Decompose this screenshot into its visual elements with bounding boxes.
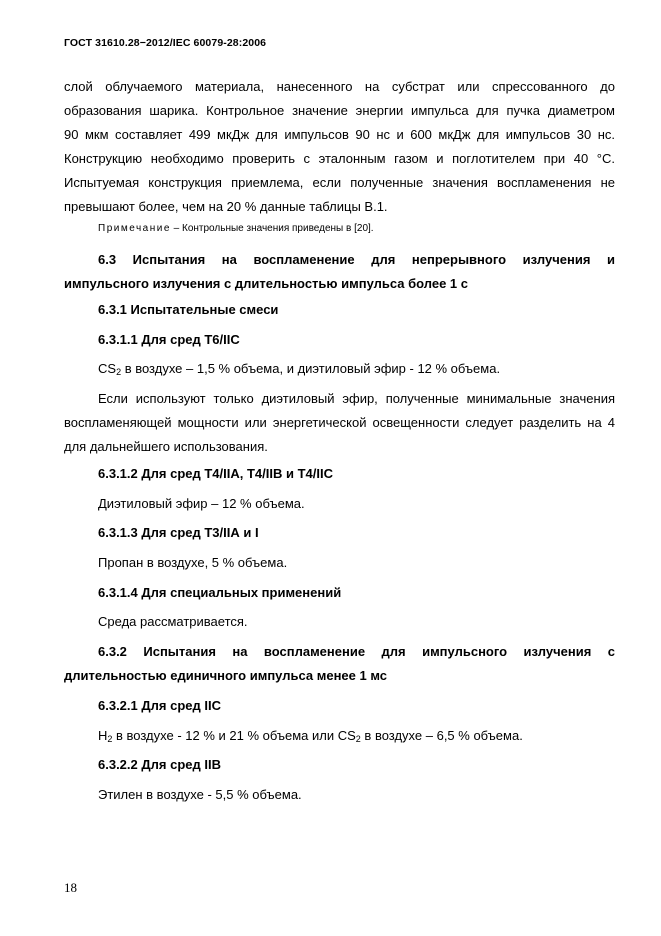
section-6-3-1-3-heading: 6.3.1.3 Для сред Т3/IIА и I <box>98 525 259 540</box>
section-6-3-2-1-heading: 6.3.2.1 Для сред IIС <box>98 698 221 713</box>
heading-line: длительностью единичного импульса менее 1 мс <box>64 668 388 683</box>
section-6-3-1-4-heading: 6.3.1.4 Для специальных применений <box>98 585 342 600</box>
formula-h: H <box>98 728 108 743</box>
note-label: Примечание <box>98 223 171 234</box>
heading-line: 6.3 Испытания на воспламенение для непрерывного излучения и <box>98 252 615 267</box>
section-6-3-1-1-text <box>64 357 649 381</box>
section-6-3-2-1-text <box>64 724 649 748</box>
section-6-3-2-2-text: Этилен в воздухе - 5,5 % объема. <box>98 787 302 802</box>
para-line: воспламеняющей мощности или энергетической освещенности следует разделить на 4 <box>64 415 615 430</box>
intro-paragraph <box>64 75 615 219</box>
section-6-3-1-heading: 6.3.1 Испытательные смеси <box>98 302 279 317</box>
formula-cs: CS <box>98 361 117 376</box>
section-6-3-heading <box>64 248 615 296</box>
subscript: 2 <box>355 734 361 744</box>
intro-line: слой облучаемого материала, нанесенного на субстрат или спрессованного до <box>64 79 615 94</box>
intro-line: 90 мкм составляет 499 мкДж для импульсов 90 нс и 600 мкДж для импульсов 30 нс. <box>64 127 615 142</box>
section-6-3-2-heading <box>64 640 615 688</box>
heading-line: 6.3.2 Испытания на воспламенение для импульсного излучения с <box>98 644 615 659</box>
section-6-3-1-2-text: Диэтиловый эфир – 12 % объема. <box>98 496 305 511</box>
note-text: – Контрольные значения приведены в [20]. <box>170 223 374 234</box>
text: в воздухе – 1,5 % объема, и диэтиловый эфир - 12 % объема. <box>121 361 501 376</box>
section-6-3-1-1-heading: 6.3.1.1 Для сред Т6/IIС <box>98 332 240 347</box>
intro-line: Конструкцию необходимо проверить с эталонным газом и поглотителем при 40 °С. <box>64 151 615 166</box>
text: в воздухе - 12 % и 21 % объема или CS <box>112 728 356 743</box>
intro-line: Испытуемая конструкция приемлема, если полученные значения воспламенения не <box>64 175 615 190</box>
text: в воздухе – 6,5 % объема. <box>360 728 523 743</box>
section-6-3-1-3-text: Пропан в воздухе, 5 % объема. <box>98 555 288 570</box>
section-6-3-1-1-paragraph <box>64 387 615 459</box>
section-6-3-2-2-heading: 6.3.2.2 Для сред IIВ <box>98 757 221 772</box>
subscript: 2 <box>107 734 113 744</box>
intro-line: образования шарика. Контрольное значение энергии импульса для пучка диаметром <box>64 103 615 118</box>
section-6-3-1-4-text: Среда рассматривается. <box>98 614 248 629</box>
document-header: ГОСТ 31610.28−2012/IEC 60079-28:2006 <box>64 37 267 49</box>
intro-line: превышают более, чем на 20 % данные таблицы В.1. <box>64 199 388 214</box>
note <box>64 220 649 238</box>
para-line: для дальнейшего использования. <box>64 439 268 454</box>
para-line: Если используют только диэтиловый эфир, полученные минимальные значения <box>98 391 615 406</box>
page-number: 18 <box>64 880 77 895</box>
section-6-3-1-2-heading: 6.3.1.2 Для сред Т4/IIА, Т4/IIВ и Т4/IIС <box>98 466 333 481</box>
subscript: 2 <box>116 367 122 377</box>
heading-line: импульсного излучения с длительностью импульса более 1 с <box>64 276 468 291</box>
